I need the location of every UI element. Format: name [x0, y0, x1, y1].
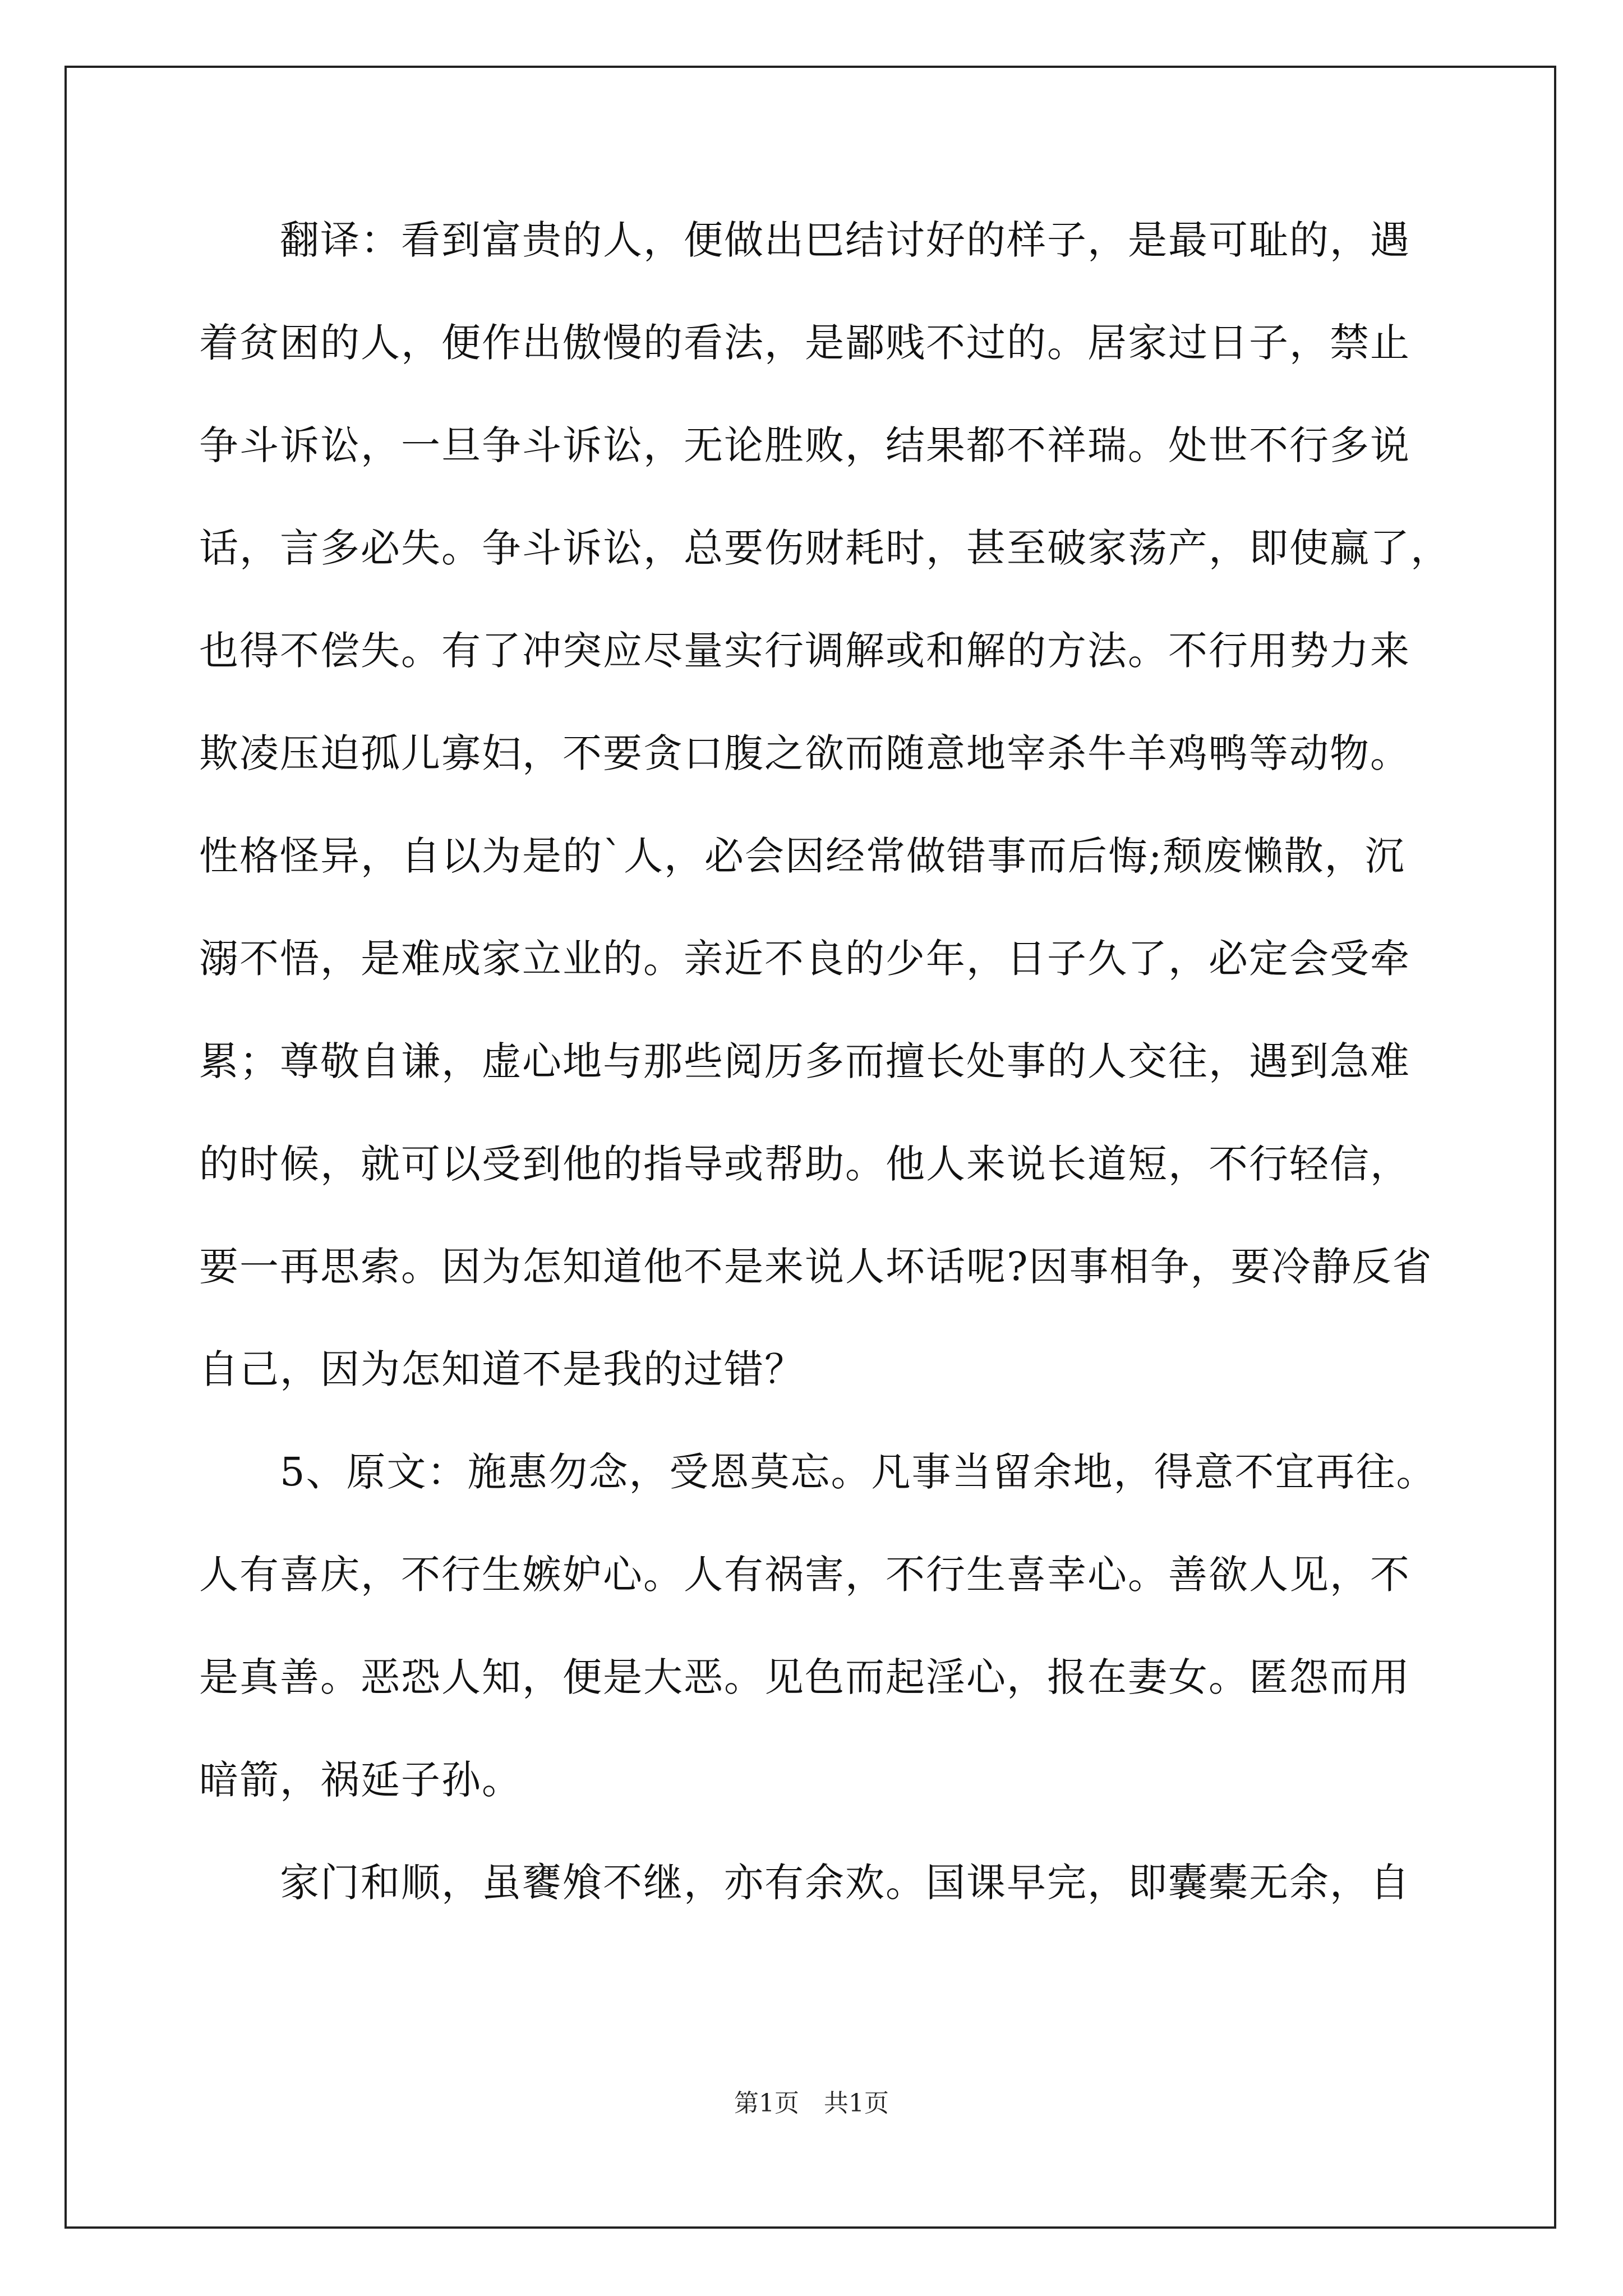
text-line: 着贫困的人，便作出傲慢的看法，是鄙贱不过的。居家过日子，禁止	[199, 320, 1410, 366]
text-line: 人有喜庆，不行生嫉妒心。人有祸害，不行生喜幸心。善欲人见，不	[199, 1552, 1410, 1598]
page-footer: 第1页 共1页	[734, 2089, 889, 2118]
text-line: 累；尊敬自谦，虚心地与那些阅历多而擅长处事的人交往，遇到急难	[199, 1038, 1410, 1084]
text-line: 也得不偿失。有了冲突应尽量实行调解或和解的方法。不行用势力来	[199, 628, 1410, 674]
text-line: 要一再思索。因为怎知道他不是来说人坏话呢?因事相争，要冷静反省	[199, 1244, 1433, 1290]
text-line: 暗箭，祸延子孙。	[199, 1757, 522, 1803]
text-line: 自己，因为怎知道不是我的过错？	[199, 1346, 805, 1392]
text-line: 溺不悟，是难成家立业的。亲近不良的少年，日子久了，必定会受牵	[199, 936, 1410, 982]
text-line: 性格怪异，自以为是的`人，必会因经常做错事而后悔;颓废懒散，沉	[199, 833, 1405, 879]
text-line: 5、原文：施惠勿念，受恩莫忘。凡事当留余地，得意不宜再往。	[199, 1449, 1437, 1495]
text-line: 是真善。恶恐人知，便是大恶。见色而起淫心，报在妻女。匿怨而用	[199, 1654, 1410, 1700]
text-line: 欺凌压迫孤儿寡妇，不要贪口腹之欲而随意地宰杀牛羊鸡鸭等动物。	[199, 730, 1410, 776]
text-line: 的时候，就可以受到他的指导或帮助。他人来说长道短，不行轻信，	[199, 1141, 1410, 1187]
text-line: 翻译：看到富贵的人，便做出巴结讨好的样子，是最可耻的，遇	[199, 217, 1410, 263]
text-line: 话，言多必失。争斗诉讼，总要伤财耗时，甚至破家荡产，即使赢了，	[199, 525, 1451, 571]
text-line: 家门和顺，虽饔飧不继，亦有余欢。国课早完，即囊橐无余，自	[199, 1860, 1410, 1906]
text-line: 争斗诉讼，一旦争斗诉讼，无论胜败，结果都不祥瑞。处世不行多说	[199, 422, 1410, 468]
